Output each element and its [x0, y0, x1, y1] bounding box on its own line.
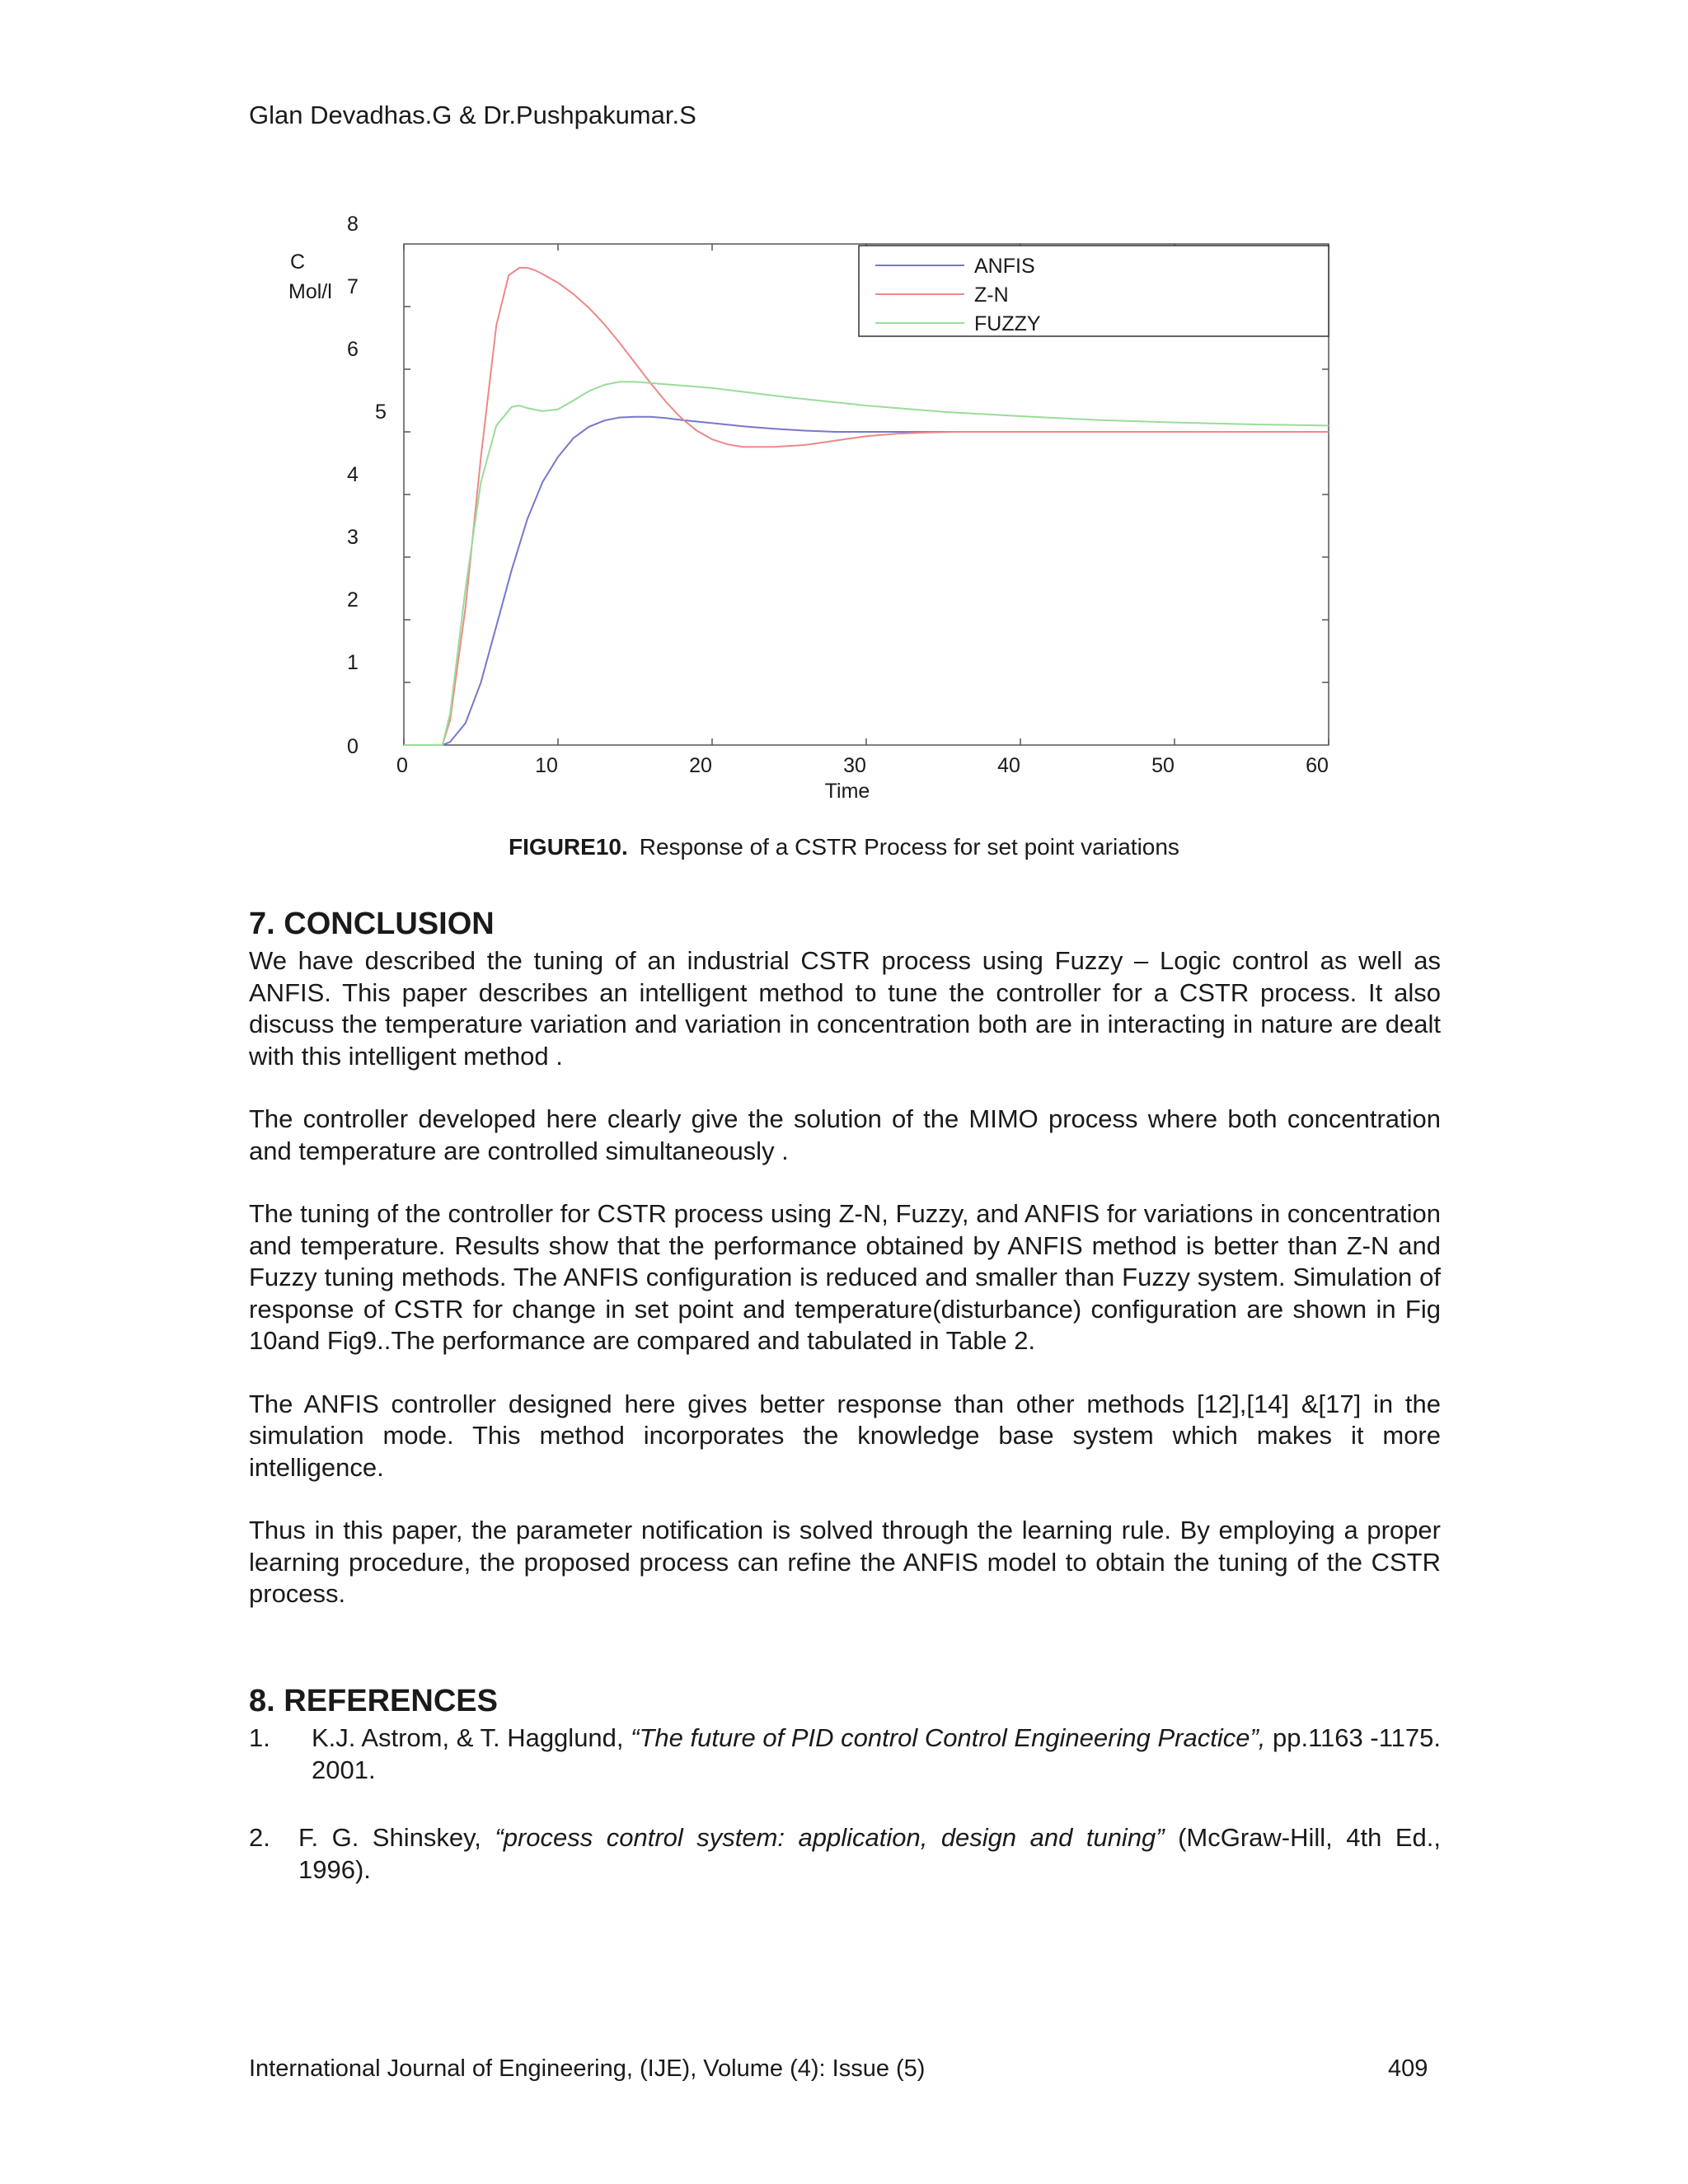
reference-item	[249, 1822, 1441, 1886]
series-line-anfis	[404, 417, 1329, 745]
y-tick-label: 6	[347, 338, 359, 361]
x-tick-label: 50	[1151, 754, 1175, 777]
conclusion-paragraph: The ANFIS controller designed here gives better response than other methods [12],[14] &[17] in the simulation mode. This method incorporates the knowledge base system which makes it more intelligence.	[249, 1389, 1441, 1482]
reference-title: “process control system: application, design and tuning”	[495, 1823, 1165, 1852]
conclusion-paragraph: We have described the tuning of an industrial CSTR process using Fuzzy – Logic control as well as ANFIS. This paper describes an intelligent method to tune the controller for a CSTR process. It also discuss the temperature variation and variation in concentration both are in interacting in nature are dealt with this intelligent method .	[249, 946, 1441, 1071]
reference-authors: F. G. Shinskey,	[298, 1823, 495, 1852]
reference-details: pp.1163 -1175. 2001.	[312, 1723, 1442, 1784]
x-tick-label: 40	[997, 754, 1020, 777]
legend-label-anfis: ANFIS	[974, 255, 1035, 278]
references-section	[249, 1684, 1441, 1886]
references-heading: 8. REFERENCES	[249, 1684, 498, 1718]
y-tick-label: 0	[347, 735, 359, 758]
footer-journal: International Journal of Engineering, (IJE), Volume (4): Issue (5)	[249, 2055, 926, 2082]
reference-number: 1.	[249, 1723, 270, 1752]
legend-label-fuzzy: FUZZY	[974, 312, 1041, 335]
conclusion-heading: 7. CONCLUSION	[249, 907, 495, 941]
reference-authors: K.J. Astrom, & T. Hagglund,	[312, 1723, 631, 1752]
conclusion-paragraph: The controller developed here clearly give the solution of the MIMO process where both concentration and temperature are controlled simultaneously .	[249, 1104, 1441, 1165]
y-axis-label-line1: C	[290, 251, 306, 274]
figure-caption-text: Response of a CSTR Process for set point variations	[639, 834, 1179, 860]
reference-item	[249, 1722, 1441, 1786]
reference-text	[312, 1722, 1441, 1786]
figure-caption	[0, 834, 1688, 860]
chart-series	[404, 268, 1329, 745]
y-tick-label: 5	[375, 401, 387, 424]
figure-label: FIGURE10.	[509, 834, 628, 860]
y-tick-label: 2	[347, 588, 359, 612]
conclusion-section	[249, 907, 1441, 1642]
y-tick-label: 3	[347, 526, 359, 549]
y-tick-label: 7	[347, 275, 359, 298]
reference-details: (McGraw-Hill, 4th Ed., 1996).	[298, 1823, 1441, 1884]
running-head-authors: Glan Devadhas.G & Dr.Pushpakumar.S	[249, 101, 696, 129]
conclusion-paragraph: The tuning of the controller for CSTR process using Z-N, Fuzzy, and ANFIS for variations in concentration and temperature. Results show that the performance obtained by ANFIS method is better than Z-N and Fuzzy tuning methods. The ANFIS configuration is reduced and smaller than Fuzzy system. Simulation of response of CSTR for change in set point and temperature(disturbance) configuration are shown in Fig 10and Fig9..The performance are compared and tabulated in Table 2.	[249, 1199, 1441, 1355]
reference-text	[298, 1822, 1441, 1886]
x-tick-label: 30	[843, 754, 866, 777]
y-tick-label: 4	[347, 463, 359, 486]
y-tick-label: 8	[347, 213, 359, 236]
x-axis-label: Time	[824, 780, 870, 803]
conclusion-paragraph: Thus in this paper, the parameter notification is solved through the learning rule. By employing a proper learning procedure, the proposed process can refine the ANFIS model to obtain the tuning of the CSTR process.	[249, 1516, 1441, 1608]
reference-number: 2.	[249, 1823, 270, 1852]
page-number: 409	[1388, 2055, 1428, 2082]
x-tick-label: 60	[1306, 754, 1329, 777]
series-line-z-n	[404, 268, 1329, 745]
x-tick-label: 10	[535, 754, 558, 777]
response-chart	[0, 0, 1688, 824]
x-tick-label: 20	[689, 754, 712, 777]
y-axis-label-line2: Mol/l	[288, 280, 332, 303]
x-tick-label: 0	[396, 754, 408, 777]
legend	[859, 246, 1329, 336]
reference-title: “The future of PID control Control Engineering Practice”,	[631, 1723, 1266, 1752]
legend-label-z-n: Z-N	[974, 284, 1009, 307]
y-tick-label: 1	[347, 651, 359, 674]
figure-10	[0, 0, 1688, 890]
